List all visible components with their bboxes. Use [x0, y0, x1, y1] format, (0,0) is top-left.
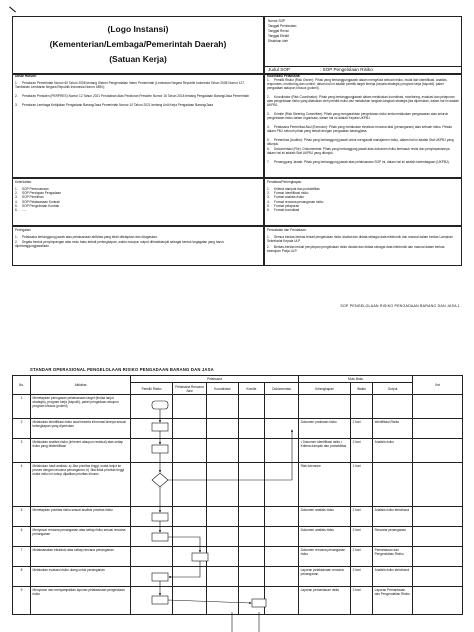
- row-no: 2: [13, 419, 31, 439]
- row-no: 4: [13, 463, 31, 507]
- row-kelengkapan: Dokumen rencana penanganan risiko: [299, 547, 351, 567]
- row-aktivitas: Melakukan hasil analisis: a) Jika prioritas tinggi, maka lanjut ke proses dengan rencana penanganan; b) Jika tidak prioritas tinggi maka risiko ini cukup dijadikan prioritas khusus: [31, 463, 131, 507]
- row-output: Analisis risiko terbaharui: [373, 507, 413, 527]
- relation-item: 5. SOP Pengelolaan Kontrak: [15, 203, 60, 208]
- col-waktu: Waktu: [351, 383, 373, 395]
- flow-step-8: [152, 573, 168, 581]
- legal-heading: Dasar Hukum:: [15, 74, 37, 78]
- row-kelengkapan: Dokumen analisis risiko: [299, 507, 351, 527]
- row-kelengkapan: • Dokumen identifikasi risiko • Kriteria dampak dan probabilitas: [299, 439, 351, 463]
- meta-efektif: Tanggal Efektif: [268, 34, 289, 38]
- flow-doc-step: [252, 599, 266, 607]
- qualification-item-5: 5. Pemeriksa (Auditor): Pihak yang bertanggung jawab untuk mengaudit manajemen risiko, dalam hal ini adalah Staf UKPBJ yang ditunjuk.: [267, 138, 454, 147]
- row-aktivitas: Melakukan analisis risiko (inherent ataupun residual) atas setiap risiko yang diidentifikasi: [31, 439, 131, 463]
- ministry-name: (Kementerian/Lembaga/Pemerintah Daerah): [49, 39, 227, 49]
- row-output: Analisis risiko: [373, 439, 413, 463]
- row-output: Pemantauan dan Pengendalian Risiko: [373, 547, 413, 567]
- row-waktu: 2 hari: [351, 507, 373, 527]
- sop-title-label: Judul SOP: [268, 67, 290, 72]
- flow-start-step: [152, 401, 168, 409]
- flow-step-6: [152, 533, 168, 541]
- qualification-item-6: 6. Dokumentasi (File): Dokumentasi: Pihak yang bertanggung jawab atas dokumen risiko termasuk revisi dan penyimpanannya dalam hal ini adalah Staf UKPBJ yang ditunjuk.: [267, 147, 450, 156]
- col-koordinator: Koordinator: [207, 383, 239, 395]
- row-no: 7: [13, 547, 31, 567]
- row-kelengkapan: Risk tolerance: [299, 463, 351, 507]
- row-waktu: 3 hari: [351, 587, 373, 615]
- flow-arrow: [168, 600, 251, 603]
- qualification-item-1: 1. Pemilik Risiko (Risk Owner): Pihak yang bertanggungjawab dalam mengelola sebuah risiko, mulai dari identifikasi, analisis, responses, monitoring dan control, dalam hal ini adalah pemilik target kinerja (kepala strategis) program kerja (kapokli), paket pengadaan ataupun khusus (pokmil).: [267, 78, 448, 91]
- qualification-heading: Kualifikasi Pelaksana:: [267, 74, 301, 78]
- legal-item-1: 1. Peraturan Pemerintah Nomor 60 Tahun 2008 tentang Sistem Pengendalian Intern Pemerintah (Lembaran Negara Republik Indonesia Tahun 2008 Nomor 127, Tambahan Lembaran Negara Republik Indonesia Nomor 4890);: [15, 81, 245, 90]
- warning-heading: Peringatan:: [15, 228, 32, 232]
- row-waktu: 2 hari: [351, 439, 373, 463]
- col-pemilik: Pemilik Risiko: [131, 383, 173, 395]
- records-heading: Pencatatan dan Pendataan:: [267, 228, 307, 232]
- meta-disahkan: Disahkan oleh: [268, 39, 289, 43]
- flow-step-7: [192, 553, 208, 561]
- equipment-item: 2. Format Identifikasi risiko: [267, 191, 309, 196]
- warning-item-2: 2. Segala bentuk penyimpangan atas mutu baku terkait perlengkapan, waktu maupun output ditindaklanjuti sebagai bentuk kegagalan yang harus dipertanggungjawabkan.: [15, 240, 224, 249]
- relations-heading: Keterkaitan:: [15, 180, 33, 184]
- col-no: No.: [13, 376, 31, 395]
- row-no: 6: [13, 527, 31, 547]
- row-waktu: 2 hari: [351, 527, 373, 547]
- relation-item: 3. SOP Pemilihan: [15, 195, 44, 200]
- relation-item: 6. .....: [15, 208, 27, 213]
- row-no: 9: [13, 587, 31, 615]
- equipment-item: 4. Format rencana penanganan risiko: [267, 199, 324, 204]
- col-pelaksana: Pelaksana Rencana Aksi: [173, 383, 207, 395]
- col-output: Output: [373, 383, 413, 395]
- row-aktivitas: Menyusun dan menyampaikan laporan pelaksanaan pengelolaan risiko: [31, 587, 131, 615]
- equipment-item: 3. Format analisis risiko: [267, 195, 304, 200]
- equipment-item: 5. Format pelaporan: [267, 203, 300, 208]
- row-kelengkapan: Dokumen analisis risiko: [299, 527, 351, 547]
- row-aktivitas: Menetapkan penugasan pelaksanaan target (tindak lanjut strategis), program kerja (kapokli), paket pengadaan ataupun program khusus (pokmil): [31, 395, 131, 419]
- col-ket: Ket: [413, 376, 463, 395]
- flow-arrow: [168, 430, 292, 480]
- row-waktu: 2 hari: [351, 419, 373, 439]
- row-output: Identifikasi Risiko: [373, 419, 413, 439]
- col-komite: Komite: [239, 383, 265, 395]
- flow-step-5: [152, 513, 168, 521]
- qualification-item-4: 4. Pelaksana Pemeriksa Aksi (Executor): Pihak yang melakukan eksekusi rencana aksi (penanganan) atas sebuah risiko. Pelaku dalam PBJ: seluruh pihak yang terkait dengan pengadaan barang/jasa.: [267, 125, 453, 134]
- row-aktivitas: Melakukan identifikasi risiko awal beserta informasi lainnya sesuai kelengkapan yang diperlukan: [31, 419, 131, 439]
- relation-item: 4. SOP Pelaksanaan Kontrak: [15, 199, 60, 204]
- relation-item: 1. SOP Perencanaan: [15, 187, 49, 191]
- col-aktivitas: Aktivitas: [31, 376, 131, 395]
- qualification-item-7: 7. Penanggung Jawab: Pihak yang bertanggung jawab atas pelaksanaan SOP ini, dalam hal ini adalah kelembagaan (UKPBJ).: [267, 160, 450, 164]
- flow-decision: [152, 473, 168, 487]
- row-waktu: 1 hari: [351, 463, 373, 507]
- row-waktu: 2 hari: [351, 567, 373, 587]
- row-no: 8: [13, 567, 31, 587]
- page-footer: SOP PENGELOLAAN RISIKO PENGADAAN BARANG DAN JASA 1: [340, 304, 460, 308]
- col-kelengkapan: Kelengkapan: [299, 383, 351, 395]
- records-item-1: 1. Semua berkas-berkas terkait pengelolaan risiko dicatat dan didata sebagai data elektronik dan manual dalam berkas Lampiran Sekretariat Kepala ULP.: [267, 235, 453, 244]
- equipment-heading: Peralatan/Perlengkapan:: [267, 180, 303, 184]
- equipment-item: 1. Kriteria dampak dan probabilitas: [267, 187, 320, 191]
- col-dokumentasi: Dokumentasi: [265, 383, 299, 395]
- flow-step-2: [152, 423, 168, 431]
- row-aktivitas: Melakukan evaluasi risiko ulang untuk penanganan: [31, 567, 131, 587]
- legal-item-2: 2. Peraturan Presiden (PERPRES) Nomor 12 Tahun 2021 Perubahan Atas Peraturan Presiden Nomor 16 Tahun 2018 tentang Pengadaan Barang/Jasa Pemerintah: [15, 94, 250, 98]
- qualification-item-2: 2. Koordinator (Risk Coordinator): Pihak yang bertanggungjawab dalam melakukan koordinasi, monitoring, evaluasi dan pelaporan atas pengelolaan risiko yang dilakukan oleh pemilik risiko dan melakukan langkah-langkah strategis jika diperlukan, dalam hal ini adalah UKPBJ.: [267, 95, 459, 108]
- sop-title-value: : SOP Pengelolaan Risiko: [320, 67, 373, 72]
- records-item-2: 2. Berkas-berkas terkait penyimpan pengelolaan risiko dicatat dan didata sebagai data elektronik dan manual dalam berkas kearsipan Pokja ULP.: [267, 245, 445, 254]
- row-no: 3: [13, 439, 31, 463]
- logo-placeholder: (Logo Instansi): [107, 24, 169, 34]
- row-kelengkapan: Dokumen prakiraan risiko: [299, 419, 351, 439]
- meta-nomor: Nomor SOP: [268, 19, 286, 23]
- legal-item-3: 3. Peraturan Lembaga Kebijakan Pengadaan Barang/Jasa Pemerintah Nomor 10 Tahun 2021 tentang Unit Kerja Pengadaan Barang/Jasa: [15, 103, 213, 107]
- meta-revisi: Tanggal Revisi: [268, 29, 289, 33]
- row-aktivitas: Menyusun rencana penanganan atas setiap risiko sesuai rencana penanganan: [31, 527, 131, 547]
- flow-step-3: [152, 445, 168, 453]
- flow-arrow: [169, 561, 200, 577]
- row-kelengkapan: Laporan pemantauan risiko: [299, 587, 351, 615]
- flow-arrow: [168, 537, 200, 552]
- col-group-mutu: Mutu Baku: [299, 376, 413, 383]
- row-kelengkapan: Laporan pelaksanaan rencana penanganan: [299, 567, 351, 587]
- row-waktu: 2 hari: [351, 547, 373, 567]
- equipment-item: 6. Format konsultasi: [267, 208, 300, 213]
- sop-table-title: STANDAR OPERASIONAL PENGELOLAAN RISIKO PENGADAAN BARANG DAN JASA: [30, 367, 214, 372]
- flow-step-9: [152, 596, 168, 604]
- relation-item: 2. SOP Persiapan Pengadaan: [15, 191, 62, 196]
- row-output: Laporan Pemantauan dan Pengendalian Risiko: [373, 587, 413, 615]
- meta-pembuatan: Tanggal Pembuatan: [268, 24, 297, 28]
- row-aktivitas: Menetapkan prioritas risiko sesuai analisis prioritas risiko: [31, 507, 131, 527]
- row-no: 5: [13, 507, 31, 527]
- qualification-item-3: 3. Komite (Risk Steering Committee): Pihak yang mengarahkan pengelolaan risiko serta melakukan pengawasan atas seluruh pengelolaan risiko dalam organisasi, dalam hal ini adalah Kepala UKPBJ.: [267, 112, 449, 121]
- row-output: Analisis risiko terbaharui: [373, 567, 413, 587]
- warning-item-1: 1. Pelaksana bertanggung jawab atas pelaksanaan aktivitas yang telah ditetapkan dan ditugaskan.: [15, 235, 158, 239]
- row-output: Rencana penanganan: [373, 527, 413, 547]
- row-aktivitas: Melaksanakan eksekusi atas setiap rencana penanganan: [31, 547, 131, 567]
- col-group-pelaksana: Pelaksana: [131, 376, 299, 383]
- work-unit: (Satuan Kerja): [109, 54, 167, 64]
- row-no: 1: [13, 395, 31, 419]
